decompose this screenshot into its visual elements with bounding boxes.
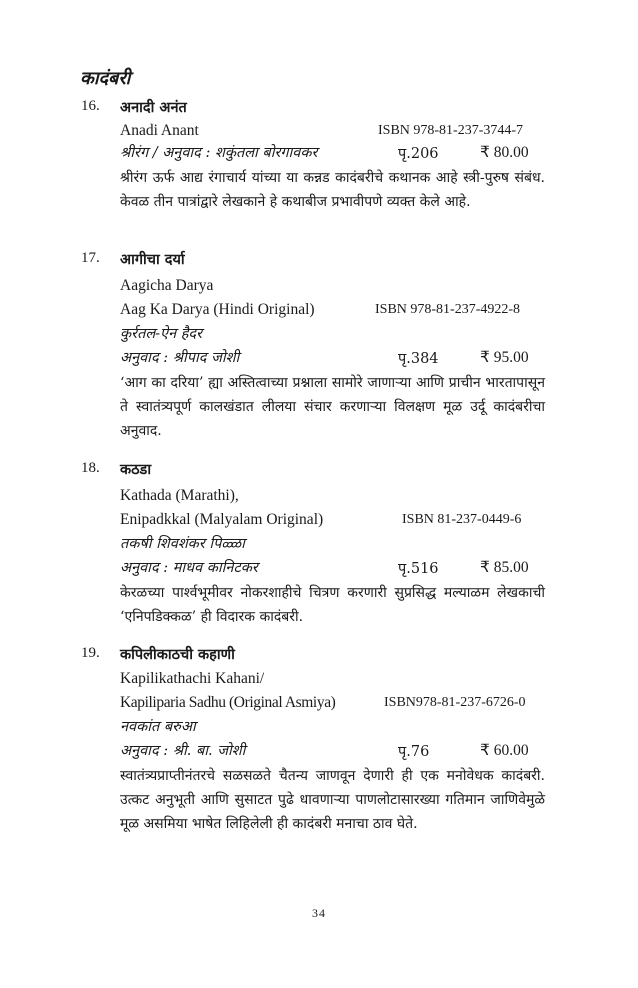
author-translator: श्रीरंग / अनुवाद : शकुंतला बोरगावकर <box>120 145 318 161</box>
entry-number: 19. <box>81 645 100 661</box>
book-description: केरळच्या पार्श्वभूमीवर नोकरशाहीचे चित्रण करणारी सुप्रसिद्ध मल्याळम लेखकाची ‘एनिपडिक्कळ’ ही विदारक कादंबरी. <box>120 585 545 625</box>
book-description: ‘आग का दरिया’ ह्या अस्तित्वाच्या प्रश्नाला सामोरे जाणाऱ्या आणि प्राचीन भारतापासून ते स्वातंत्र्यपूर्ण कालखंडात लीलया संचार करणाऱ्या विलक्षण मूळ उर्दू कादंबरीचा अनुवाद. <box>120 375 545 439</box>
original-title: Aag Ka Darya (Hindi Original) <box>120 301 315 318</box>
page-count: पृ.516 <box>398 561 439 577</box>
translator: अनुवाद : श्री. बा. जोशी <box>120 743 246 759</box>
author: नवकांत बरुआ <box>120 719 196 735</box>
author: कुर्रतल-ऐन हैदर <box>120 326 203 342</box>
entry-number: 18. <box>81 460 100 476</box>
page-count: पृ.76 <box>398 744 430 760</box>
isbn: ISBN 81-237-0449-6 <box>402 512 522 527</box>
entry-number: 17. <box>81 250 100 266</box>
original-title: Kapiliparia Sadhu (Original Asmiya) <box>120 694 336 711</box>
price: ₹ 95.00 <box>480 349 529 366</box>
book-description: स्वातंत्र्यप्राप्तीनंतरचे सळसळते चैतन्य जाणवून देणारी ही एक मनोवेधक कादंबरी. उत्कट अनुभूती आणि सुसाटत पुढे धावणाऱ्या पाणलोटासारख्या गतिमान जाणिवेमुळे मूळ असमिया भाषेत लिहिलेली ही कादंबरी मनाचा ठाव घेते. <box>120 768 545 832</box>
book-title: कपिलीकाठची कहाणी <box>120 646 235 663</box>
price: ₹ 80.00 <box>480 144 529 161</box>
isbn: ISBN 978-81-237-3744-7 <box>378 123 524 138</box>
translator: अनुवाद : श्रीपाद जोशी <box>120 350 240 366</box>
book-title: आगीचा दर्या <box>120 251 185 268</box>
page-count: पृ.384 <box>398 351 439 367</box>
page-count: पृ.206 <box>398 146 439 162</box>
price: ₹ 85.00 <box>480 559 529 576</box>
book-title-english: Anadi Anant <box>120 122 199 139</box>
book-title-english: Kathada (Marathi), <box>120 487 239 504</box>
price: ₹ 60.00 <box>480 742 529 759</box>
page-number: 34 <box>312 906 326 920</box>
entry-number: 16. <box>81 98 100 114</box>
translator: अनुवाद : माधव कानिटकर <box>120 560 258 576</box>
book-description: श्रीरंग ऊर्फ आद्य रंगाचार्य यांच्या या कन्नड कादंबरीचे कथानक आहे स्त्री-पुरुष संबंध. केवळ तीन पात्रांद्वारे लेखकाने हे कथाबीज प्रभावीपणे व्यक्त केले आहे. <box>120 170 545 210</box>
book-title-english: Aagicha Darya <box>120 277 214 294</box>
book-title: अनादी अनंत <box>120 99 187 116</box>
section-title: कादंबरी <box>80 68 131 89</box>
isbn: ISBN978-81-237-6726-0 <box>384 695 526 710</box>
original-title: Enipadkkal (Malyalam Original) <box>120 511 324 528</box>
author: तकषी शिवशंकर पिळ्ळा <box>120 536 245 552</box>
isbn: ISBN 978-81-237-4922-8 <box>375 302 521 317</box>
book-title-english: Kapilikathachi Kahani/ <box>120 670 265 687</box>
book-title: कठडा <box>120 461 152 478</box>
